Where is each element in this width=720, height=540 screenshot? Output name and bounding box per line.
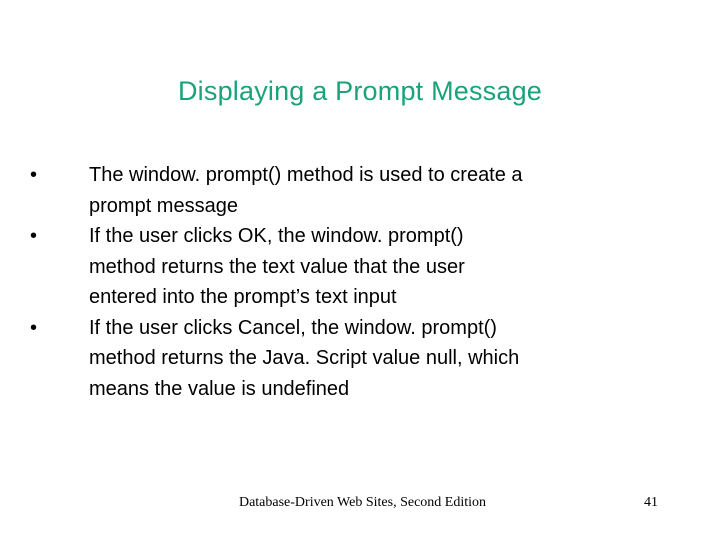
bullet-text-line: prompt message	[89, 194, 238, 217]
bullet-list	[30, 160, 670, 404]
bullet-icon: •	[30, 225, 38, 247]
bullet-text-line: If the user clicks Cancel, the window. prompt()	[89, 316, 497, 339]
slide-footer: Database-Driven Web Sites, Second Edition	[238, 495, 487, 510]
bullet-icon: •	[30, 316, 38, 339]
bullet-icon: •	[30, 164, 38, 186]
bullet-item	[30, 221, 670, 313]
slide-title: Displaying a Prompt Message	[177, 76, 543, 106]
bullet-text-line: method returns the Java. Script value null, which	[89, 347, 520, 369]
bullet-text-line: method returns the text value that the user	[89, 255, 465, 278]
bullet-text-line: The window. prompt() method is used to create a	[89, 164, 523, 186]
bullet-text-line: entered into the prompt’s text input	[89, 286, 397, 308]
bullet-item	[30, 313, 670, 405]
bullet-item	[30, 160, 670, 221]
bullet-text-line: If the user clicks OK, the window. prompt()	[89, 225, 464, 247]
page-number: 41	[644, 495, 658, 510]
bullet-text-line: means the value is undefined	[89, 377, 350, 400]
